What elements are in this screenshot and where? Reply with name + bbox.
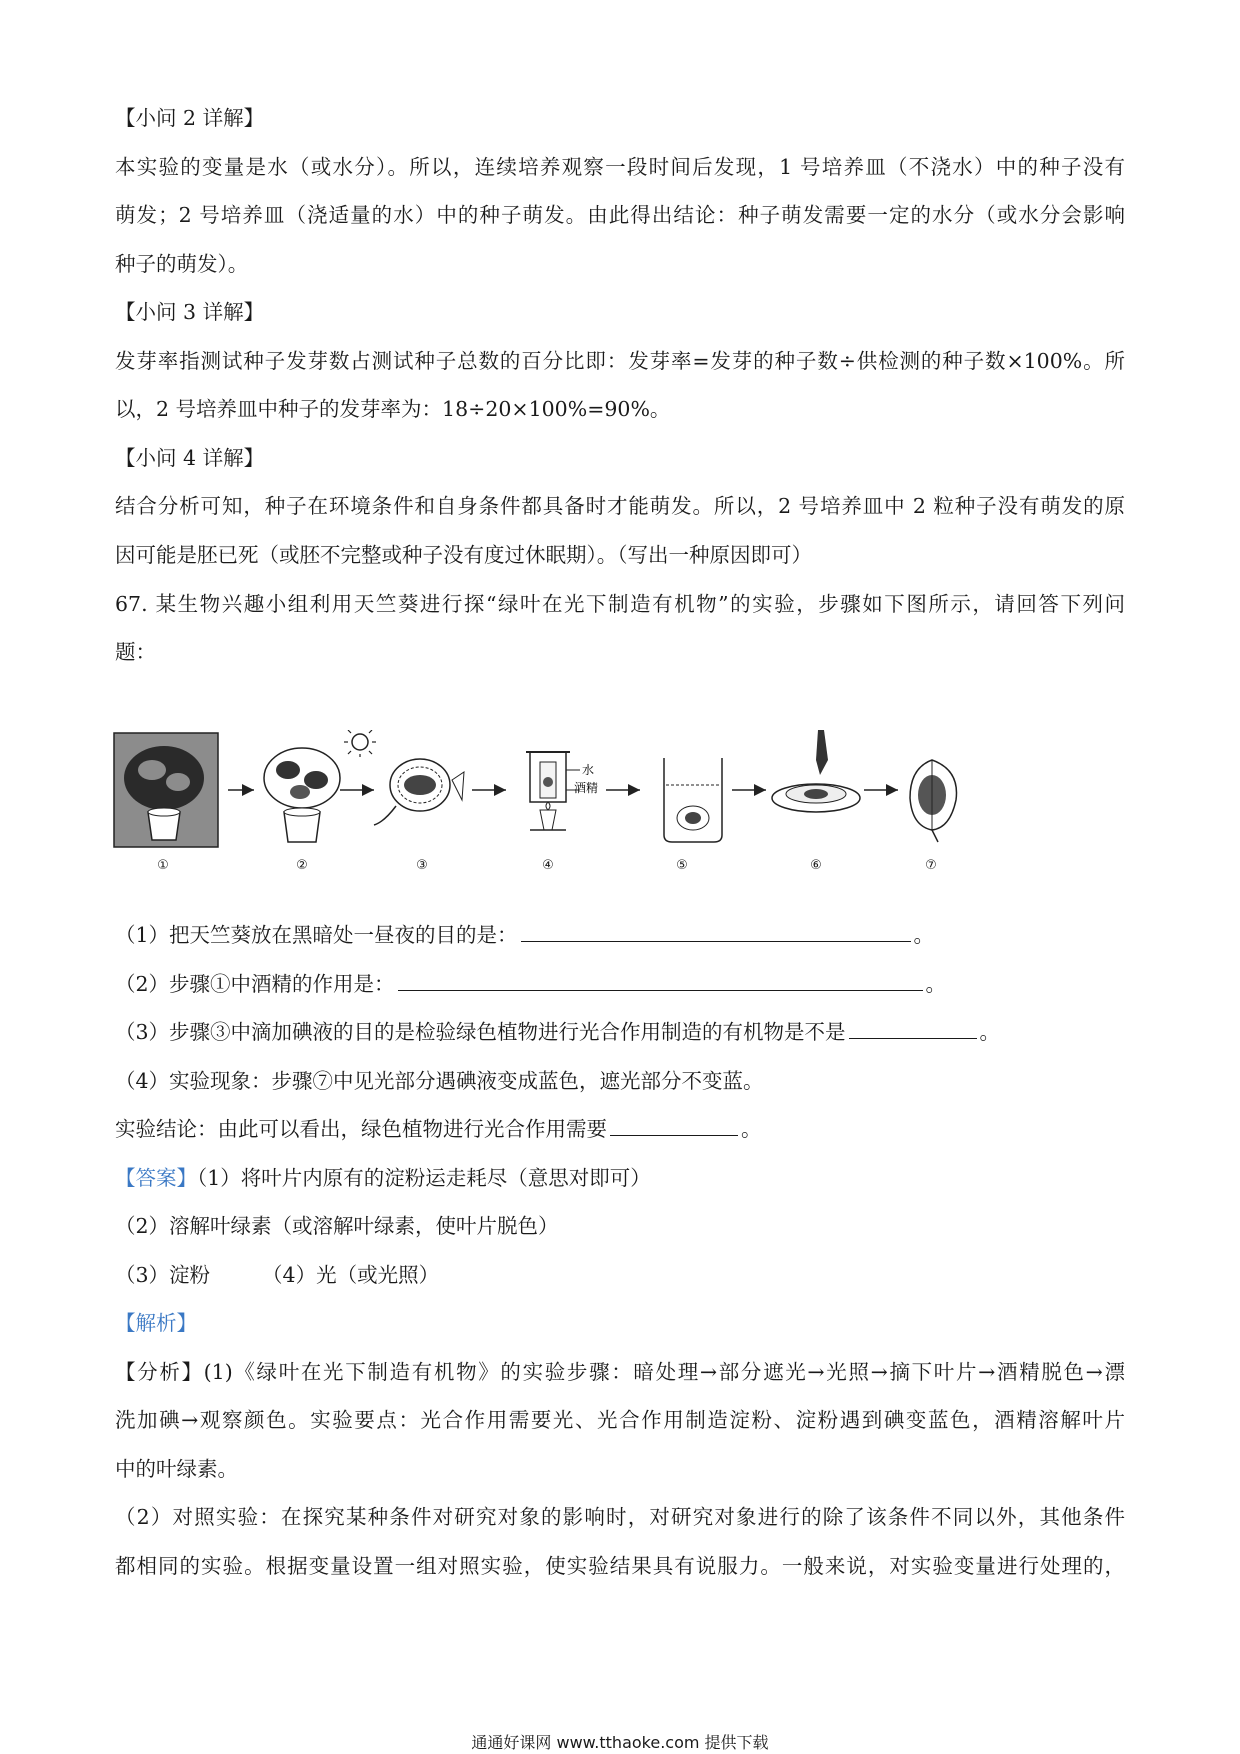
water-label: 水 xyxy=(582,763,595,777)
question-3: （3）步骤③中滴加碘液的目的是检验绿色植物进行光合作用制造的有机物是不是 。 xyxy=(115,1020,1001,1044)
rinse-beaker-icon xyxy=(664,758,722,842)
paragraph-line: 种子的萌发）。 xyxy=(115,252,249,276)
experiment-steps-diagram xyxy=(112,730,972,855)
subquestion-4-heading: 【小问 4 详解】 xyxy=(115,446,265,470)
step-label: ④ xyxy=(542,858,554,873)
question-2: （2）步骤①中酒精的作用是： 。 xyxy=(115,972,947,996)
iodine-dropper-dish-icon xyxy=(772,730,860,812)
result-leaf-icon xyxy=(910,760,957,842)
step-label: ⑤ xyxy=(676,858,688,873)
step-label: ② xyxy=(296,858,308,873)
page-footer: 通通好课网 www.tthaoke.com 提供下载 xyxy=(471,1733,769,1752)
experiment-steps-figure xyxy=(112,730,972,880)
step-label: ⑥ xyxy=(810,858,822,873)
question-4: （4）实验现象：步骤⑦中见光部分遇碘液变成蓝色，遮光部分不变蓝。 xyxy=(115,1069,764,1093)
dark-box-plant-icon xyxy=(114,733,218,847)
answer-tag: 【答案】 xyxy=(115,1166,197,1190)
plant-in-sunlight-icon xyxy=(264,730,376,842)
answer-blank xyxy=(521,921,911,942)
analysis-line: 都相同的实验。根据变量设置一组对照实验，使实验结果具有说服力。一般来说，对实验变量进行处理的， xyxy=(115,1554,1125,1578)
analysis-line: （2）对照实验：在探究某种条件对研究对象的影响时，对研究对象进行的除了该条件不同以外，其他条件 xyxy=(115,1505,1125,1529)
answer-blank xyxy=(610,1115,738,1136)
analysis-line: 【分析】(1)《绿叶在光下制造有机物》的实验步骤：暗处理→部分遮光→光照→摘下叶片→酒精脱色→漂 xyxy=(115,1360,1125,1384)
question-1: （1）把天竺葵放在黑暗处一昼夜的目的是： 。 xyxy=(115,923,935,947)
answer-blank xyxy=(398,970,923,991)
subquestion-2-heading: 【小问 2 详解】 xyxy=(115,106,265,130)
paragraph-line: 以，2 号培养皿中种子的发芽率为：18÷20×100%=90%。 xyxy=(115,397,671,421)
step-label: ③ xyxy=(416,858,428,873)
paragraph-line: 结合分析可知，种子在环境条件和自身条件都具备时才能萌发。所以，2 号培养皿中 2 粒种子没有萌发的原 xyxy=(115,494,1125,518)
conclusion-line: 实验结论：由此可以看出，绿色植物进行光合作用需要 。 xyxy=(115,1117,762,1141)
analysis-line: 中的叶绿素。 xyxy=(115,1457,238,1481)
answer-line-2: （2）溶解叶绿素（或溶解叶绿素，使叶片脱色） xyxy=(115,1214,559,1238)
answer-blank xyxy=(849,1018,977,1039)
alcohol-label: 酒精 xyxy=(574,781,599,795)
analysis-line: 洗加碘→观察颜色。实验要点：光合作用需要光、光合作用制造淀粉、淀粉遇到碘变蓝色，酒精溶解叶片 xyxy=(115,1408,1125,1432)
answer-line-1: 【答案】（1）将叶片内原有的淀粉运走耗尽（意思对即可） xyxy=(115,1166,651,1190)
step-label: ⑦ xyxy=(925,858,937,873)
paragraph-line: 本实验的变量是水（或水分）。所以，连续培养观察一段时间后发现，1 号培养皿（不浇水）中的种子没有 xyxy=(115,155,1125,179)
answer-line-3: （3）淀粉 （4）光（或光照） xyxy=(115,1263,440,1287)
question-67-stem: 67. 某生物兴趣小组利用天竺葵进行探“绿叶在光下制造有机物”的实验，步骤如下图所示，请回答下列问 xyxy=(115,592,1125,616)
question-67-stem-end: 题： xyxy=(115,640,156,664)
paragraph-line: 因可能是胚已死（或胚不完整或种子没有度过休眠期）。（写出一种原因即可） xyxy=(115,543,812,567)
subquestion-3-heading: 【小问 3 详解】 xyxy=(115,300,265,324)
paragraph-line: 萌发；2 号培养皿（浇适量的水）中的种子萌发。由此得出结论：种子萌发需要一定的水分（或水分会影响 xyxy=(115,203,1125,227)
paragraph-line: 发芽率指测试种子发芽数占测试种子总数的百分比即：发芽率=发芽的种子数÷供检测的种子数×100%。所 xyxy=(115,349,1125,373)
analysis-tag: 【解析】 xyxy=(115,1311,197,1335)
alcohol-water-bath-icon xyxy=(526,752,598,830)
covered-leaf-icon xyxy=(374,759,464,825)
step-label: ① xyxy=(157,858,169,873)
